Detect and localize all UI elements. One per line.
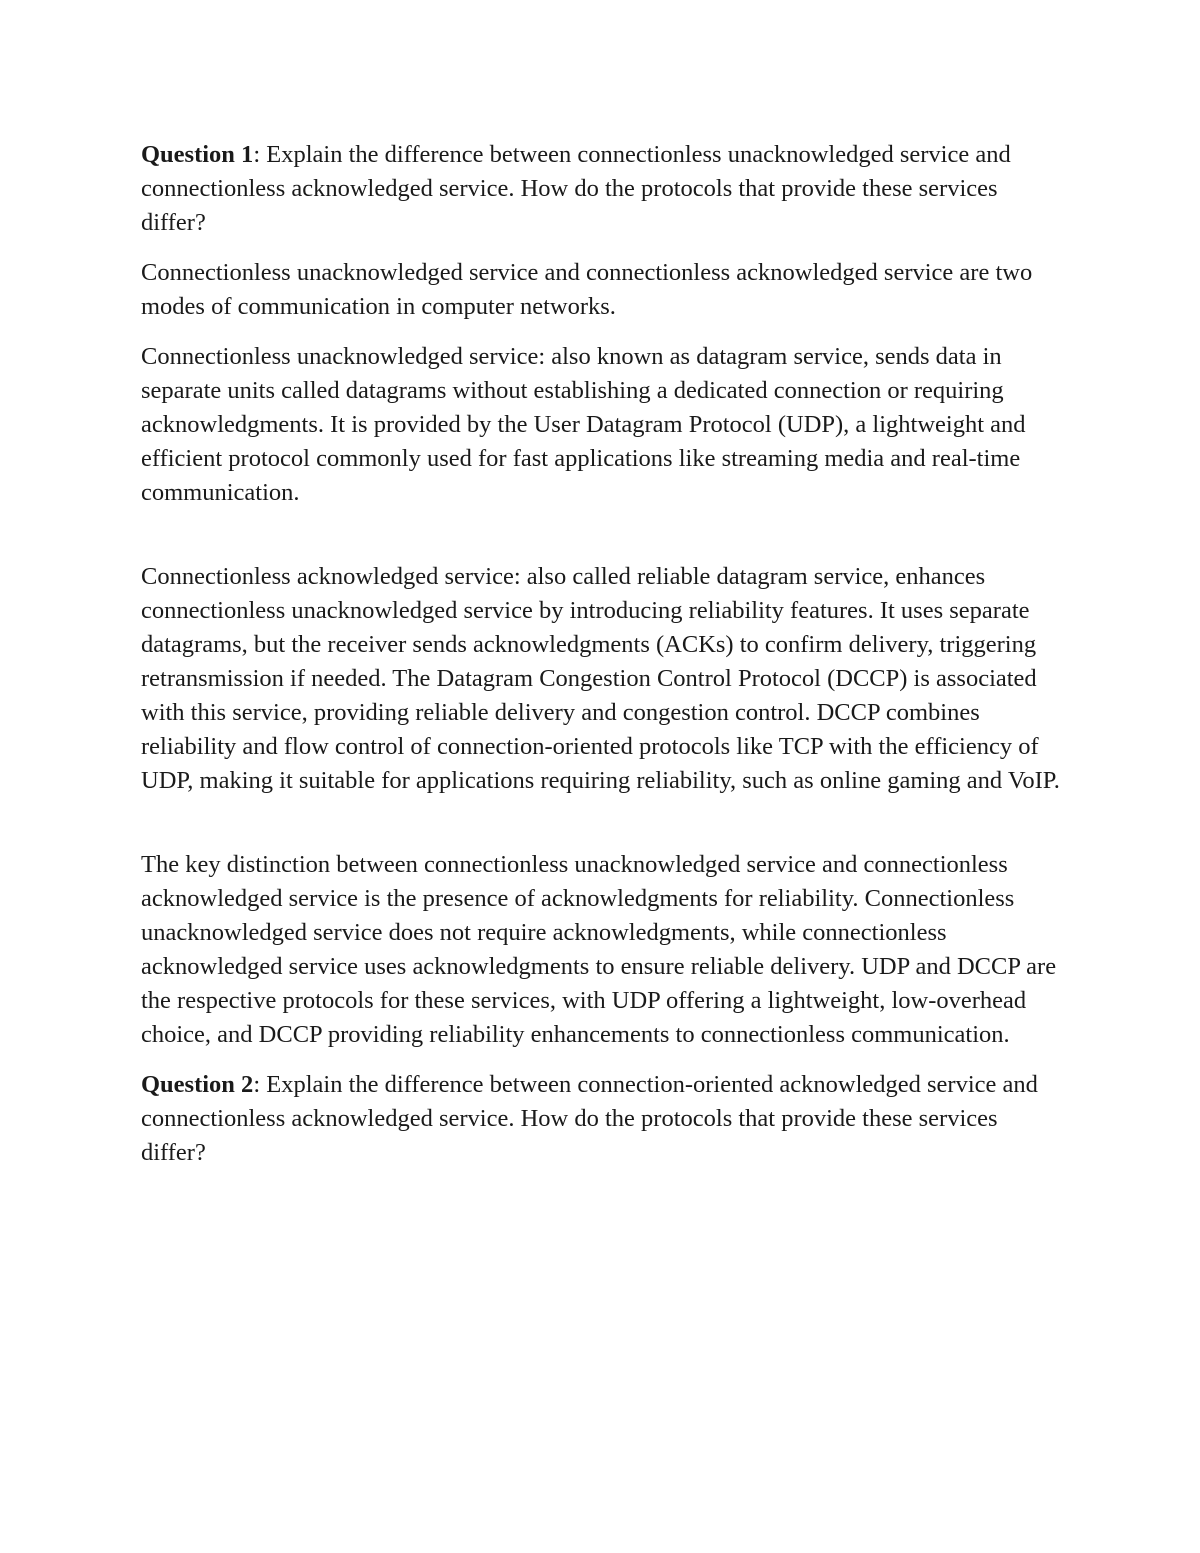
document-body	[141, 138, 1061, 1170]
question-1-label: Question 1	[141, 141, 254, 168]
question-2-label: Question 2	[141, 1071, 254, 1098]
answer-distinction: The key distinction between connectionless unacknowledged service and connectionless acknowledged service is the presence of acknowledgments for reliability. Connectionless unacknowledged service does not require acknowledgments, while connectionless acknowledged service uses acknowledgments to ensure reliable delivery. UDP and DCCP are the respective protocols for these services, with UDP offering a lightweight, low-overhead choice, and DCCP providing reliability enhancements to connectionless communication.	[141, 851, 1057, 1048]
question-1-text: : Explain the difference between connectionless unacknowledged service and connectionless acknowledged service. How do the protocols that provide these services differ?	[141, 141, 1011, 236]
answer-intro: Connectionless unacknowledged service and connectionless acknowledged service are two modes of communication in computer networks.	[141, 259, 1033, 320]
answer-acknowledged: Connectionless acknowledged service: also called reliable datagram service, enhances connectionless unacknowledged service by introducing reliability features. It uses separate datagrams, but the receiver sends acknowledgments (ACKs) to confirm delivery, triggering retransmission if needed. The Datagram Congestion Control Protocol (DCCP) is associated with this service, providing reliable delivery and congestion control. DCCP combines reliability and flow control of connection-oriented protocols like TCP with the efficiency of UDP, making it suitable for applications requiring reliability, such as online gaming and VoIP.	[141, 563, 1060, 794]
question-1	[141, 138, 1061, 240]
answer-unacknowledged: Connectionless unacknowledged service: also known as datagram service, sends data in separate units called datagrams without establishing a dedicated connection or requiring acknowledgments. It is provided by the User Datagram Protocol (UDP), a lightweight and efficient protocol commonly used for fast applications like streaming media and real-time communication.	[141, 343, 1026, 506]
question-2-text: : Explain the difference between connection-oriented acknowledged service and connectionless acknowledged service. How do the protocols that provide these services differ?	[141, 1071, 1038, 1166]
question-2	[141, 1068, 1061, 1170]
